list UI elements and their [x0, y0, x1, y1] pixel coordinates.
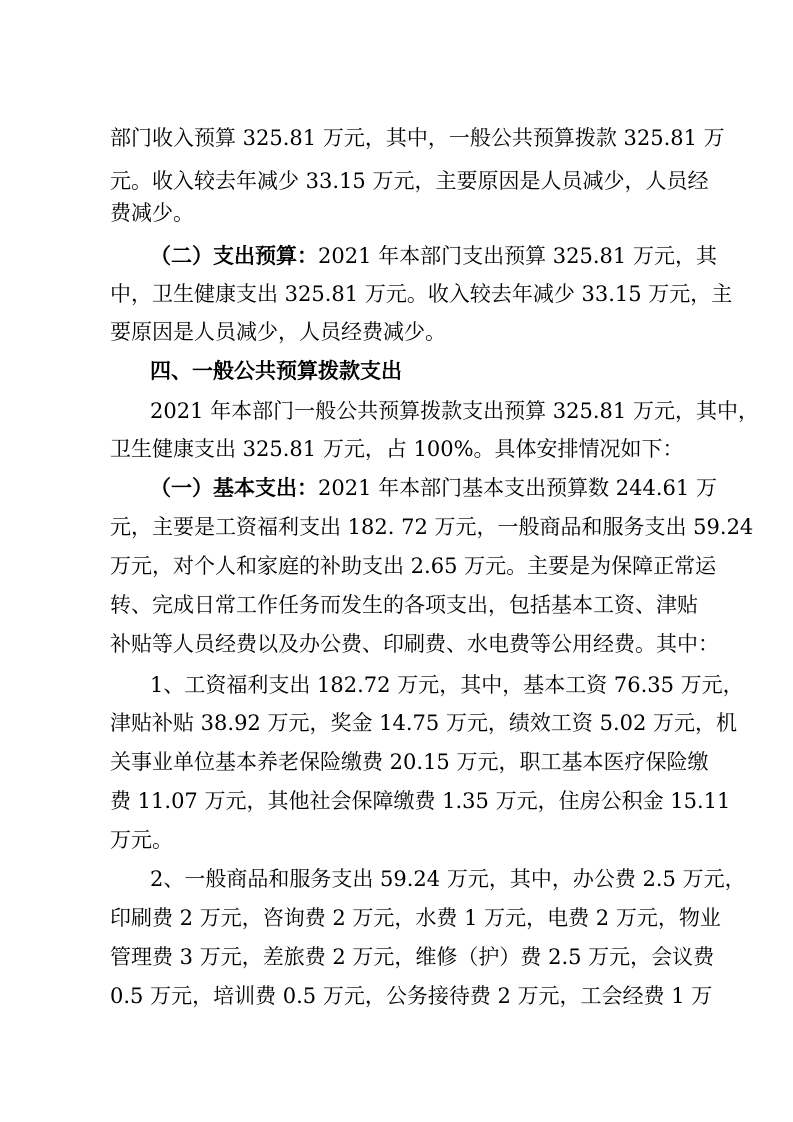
paragraph-line: 印刷费 2 万元，咨询费 2 万元，水费 1 万元，电费 2 万元，物业: [110, 906, 721, 930]
paragraph-line: 津贴补贴 38.92 万元，奖金 14.75 万元，绩效工资 5.02 万元，机: [110, 711, 738, 735]
paragraph-line: 元。收入较去年减少 33.15 万元，主要原因是人员减少，人员经: [110, 169, 709, 193]
paragraph-line: 关事业单位基本养老保险缴费 20.15 万元，职工基本医疗保险缴: [110, 750, 709, 774]
section-heading-basic-expenditure: [150, 475, 717, 500]
section-lead: （二）支出预算：: [150, 243, 318, 268]
paragraph-line: 部门收入预算 325.81 万元，其中，一般公共预算拨款 325.81 万: [110, 126, 725, 150]
paragraph-line: 0.5 万元，培训费 0.5 万元，公务接待费 2 万元，工会经费 1 万: [110, 984, 713, 1008]
section-text: 2021 年本部门支出预算 325.81 万元，其: [318, 244, 717, 268]
paragraph-line: 管理费 3 万元，差旅费 2 万元，维修（护）费 2.5 万元，会议费: [110, 945, 715, 969]
paragraph-line: 费减少。: [110, 201, 194, 225]
paragraph-line: 要原因是人员减少，人员经费减少。: [110, 320, 446, 344]
section-lead: （一）基本支出：: [150, 475, 318, 500]
paragraph-line: 2、一般商品和服务支出 59.24 万元，其中，办公费 2.5 万元，: [150, 867, 746, 891]
paragraph-line: 2021 年本部门一般公共预算拨款支出预算 325.81 万元，其中，: [150, 399, 759, 423]
paragraph-line: 万元，对个人和家庭的补助支出 2.65 万元。主要是为保障正常运: [110, 554, 717, 578]
paragraph-line: 卫生健康支出 325.81 万元，占 100%。具体安排情况如下：: [110, 437, 684, 461]
paragraph-line: 万元。: [110, 828, 173, 852]
paragraph-line: 元，主要是工资福利支出 182. 72 万元，一般商品和服务支出 59.24: [110, 515, 754, 539]
section-heading-expenditure-budget: [150, 243, 717, 268]
paragraph-line: 1、工资福利支出 182.72 万元，其中，基本工资 76.35 万元，: [150, 673, 744, 697]
section-text: 2021 年本部门基本支出预算数 244.61 万: [318, 476, 717, 500]
paragraph-line: 费 11.07 万元，其他社会保障缴费 1.35 万元，住房公积金 15.11: [110, 789, 731, 813]
section-heading-general-budget: 四、一般公共预算拨款支出: [150, 358, 402, 383]
paragraph-line: 中，卫生健康支出 325.81 万元。收入较去年减少 33.15 万元，主: [110, 282, 733, 306]
paragraph-line: 转、完成日常工作任务而发生的各项支出，包括基本工资、津贴: [110, 593, 698, 617]
paragraph-line: 补贴等人员经费以及办公费、印刷费、水电费等公用经费。其中：: [110, 632, 719, 656]
